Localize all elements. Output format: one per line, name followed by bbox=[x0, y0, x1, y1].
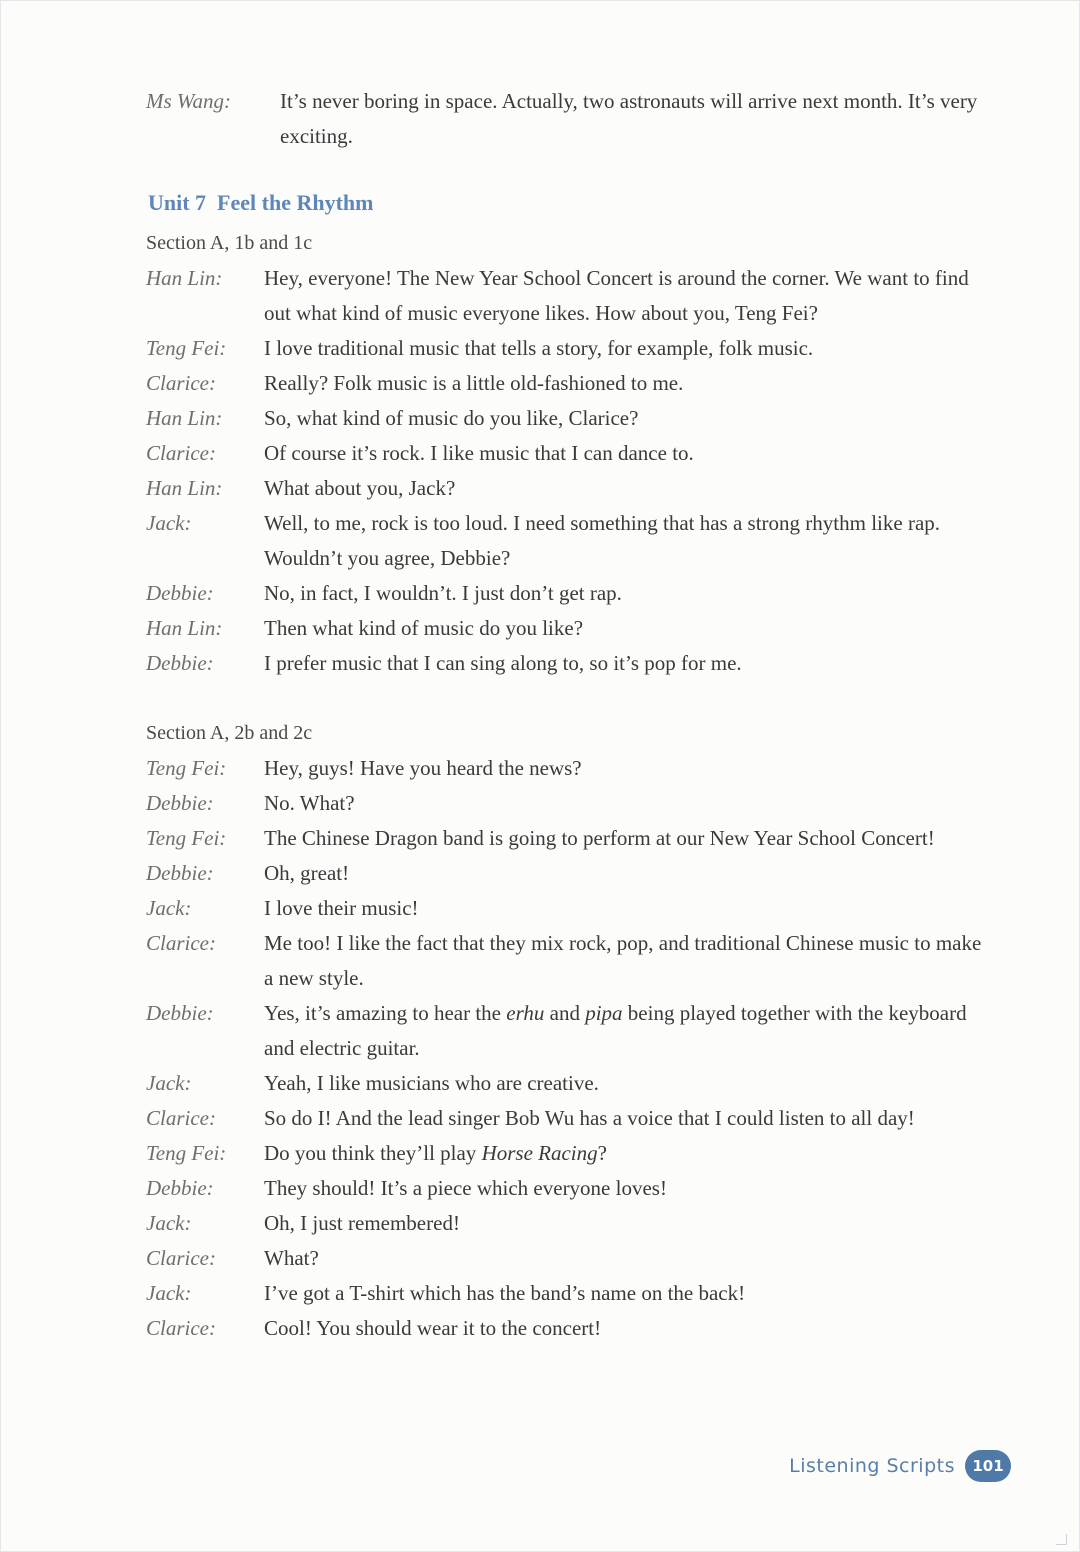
intro-dialog bbox=[146, 84, 996, 154]
speaker-name: Teng Fei: bbox=[146, 756, 227, 780]
speaker-name: Debbie: bbox=[146, 1001, 214, 1025]
dialog-line bbox=[146, 1241, 986, 1276]
dialog-list bbox=[146, 261, 986, 681]
speaker-name: Jack: bbox=[146, 896, 192, 920]
unit-title: Unit 7 Feel the Rhythm bbox=[148, 190, 374, 215]
section-title: Section A, 1b and 1c bbox=[146, 232, 313, 254]
speaker-name: Han Lin: bbox=[146, 406, 223, 430]
utterance: I’ve got a T-shirt which has the band’s name on the back! bbox=[264, 1281, 746, 1305]
dialog-line bbox=[146, 646, 986, 681]
utterance: So do I! And the lead singer Bob Wu has a voice that I could listen to all day! bbox=[264, 1106, 915, 1130]
utterance: Really? Folk music is a little old-fashioned to me. bbox=[264, 371, 684, 395]
utterance: They should! It’s a piece which everyone loves! bbox=[264, 1176, 667, 1200]
dialog-line bbox=[146, 1101, 986, 1136]
speaker-name: Clarice: bbox=[146, 1316, 216, 1340]
utterance: Oh, I just remembered! bbox=[264, 1211, 460, 1235]
utterance: The Chinese Dragon band is going to perform at our New Year School Concert! bbox=[264, 826, 935, 850]
dialog-line bbox=[146, 331, 986, 366]
speaker-name: Debbie: bbox=[146, 581, 214, 605]
italic-term: erhu bbox=[506, 1001, 545, 1025]
speaker-name: Jack: bbox=[146, 1281, 192, 1305]
dialog-line bbox=[146, 821, 986, 856]
utterance: Me too! I like the fact that they mix rock, pop, and traditional Chinese music to make a new style. bbox=[264, 931, 982, 990]
dialog-line bbox=[146, 1136, 986, 1171]
speaker-name: Clarice: bbox=[146, 931, 216, 955]
utterance bbox=[264, 1136, 986, 1171]
page-number-badge: 101 bbox=[965, 1450, 1011, 1482]
dialog-line bbox=[146, 891, 986, 926]
speaker-name: Han Lin: bbox=[146, 616, 223, 640]
speaker-name: Jack: bbox=[146, 511, 192, 535]
utterance-part: Do you think they’ll play bbox=[264, 1141, 482, 1165]
dialog-line bbox=[146, 926, 986, 996]
utterance: So, what kind of music do you like, Clarice? bbox=[264, 406, 639, 430]
italic-term: Horse Racing bbox=[481, 1141, 598, 1165]
utterance: I prefer music that I can sing along to, so it’s pop for me. bbox=[264, 651, 742, 675]
speaker-name: Debbie: bbox=[146, 1176, 214, 1200]
dialog-line bbox=[146, 1311, 986, 1346]
speaker-name: Clarice: bbox=[146, 1106, 216, 1130]
footer-label: Listening Scripts bbox=[789, 1455, 955, 1477]
dialog-line bbox=[146, 786, 986, 821]
dialog-line bbox=[146, 471, 986, 506]
utterance: What? bbox=[264, 1246, 319, 1270]
utterance: It’s never boring in space. Actually, two astronauts will arrive next month. It’s very exciting. bbox=[280, 89, 978, 148]
dialog-line bbox=[146, 1206, 986, 1241]
dialog-line bbox=[146, 84, 996, 154]
dialog-list bbox=[146, 751, 986, 1346]
utterance: Cool! You should wear it to the concert! bbox=[264, 1316, 602, 1340]
speaker-name: Han Lin: bbox=[146, 476, 223, 500]
utterance bbox=[264, 996, 986, 1066]
dialog-line bbox=[146, 1276, 986, 1311]
page-footer bbox=[789, 1450, 1011, 1482]
speaker-name: Clarice: bbox=[146, 441, 216, 465]
dialog-line bbox=[146, 506, 986, 576]
speaker-name: Han Lin: bbox=[146, 266, 223, 290]
section-2b-2c bbox=[146, 716, 986, 1346]
dialog-line bbox=[146, 611, 986, 646]
section-1b-1c bbox=[146, 226, 986, 681]
utterance: I love their music! bbox=[264, 896, 419, 920]
dialog-line bbox=[146, 576, 986, 611]
dialog-line bbox=[146, 751, 986, 786]
utterance-part: ? bbox=[597, 1141, 607, 1165]
italic-term: pipa bbox=[585, 1001, 623, 1025]
utterance: No, in fact, I wouldn’t. I just don’t get rap. bbox=[264, 581, 622, 605]
utterance: Well, to me, rock is too loud. I need something that has a strong rhythm like rap. Wouldn’t you agree, Debbie? bbox=[264, 511, 941, 570]
dialog-line bbox=[146, 996, 986, 1066]
dialog-line bbox=[146, 401, 986, 436]
utterance: Hey, guys! Have you heard the news? bbox=[264, 756, 582, 780]
utterance: Hey, everyone! The New Year School Concert is around the corner. We want to find out what kind of music everyone likes. How about you, Teng Fei? bbox=[264, 266, 969, 325]
speaker-name: Debbie: bbox=[146, 651, 214, 675]
speaker-name: Teng Fei: bbox=[146, 336, 227, 360]
utterance: No. What? bbox=[264, 791, 355, 815]
dialog-line bbox=[146, 1171, 986, 1206]
utterance: Of course it’s rock. I like music that I can dance to. bbox=[264, 441, 694, 465]
utterance: Yeah, I like musicians who are creative. bbox=[264, 1071, 599, 1095]
utterance-part: being played together with the keyboard and electric guitar. bbox=[264, 1001, 967, 1060]
speaker-name: Debbie: bbox=[146, 861, 214, 885]
utterance: Oh, great! bbox=[264, 861, 350, 885]
crop-mark bbox=[1056, 1534, 1067, 1545]
dialog-line bbox=[146, 436, 986, 471]
utterance: I love traditional music that tells a story, for example, folk music. bbox=[264, 336, 814, 360]
speaker-name: Debbie: bbox=[146, 791, 214, 815]
dialog-line bbox=[146, 856, 986, 891]
speaker-name: Clarice: bbox=[146, 371, 216, 395]
section-title: Section A, 2b and 2c bbox=[146, 722, 313, 744]
utterance: What about you, Jack? bbox=[264, 476, 456, 500]
utterance-part: and bbox=[544, 1001, 586, 1025]
dialog-line bbox=[146, 261, 986, 331]
speaker-name: Jack: bbox=[146, 1211, 192, 1235]
utterance: Then what kind of music do you like? bbox=[264, 616, 584, 640]
speaker-name: Clarice: bbox=[146, 1246, 216, 1270]
speaker-name: Ms Wang: bbox=[146, 89, 231, 113]
speaker-name: Teng Fei: bbox=[146, 1141, 227, 1165]
dialog-line bbox=[146, 1066, 986, 1101]
utterance-part: Yes, it’s amazing to hear the bbox=[264, 1001, 507, 1025]
dialog-line bbox=[146, 366, 986, 401]
speaker-name: Teng Fei: bbox=[146, 826, 227, 850]
speaker-name: Jack: bbox=[146, 1071, 192, 1095]
